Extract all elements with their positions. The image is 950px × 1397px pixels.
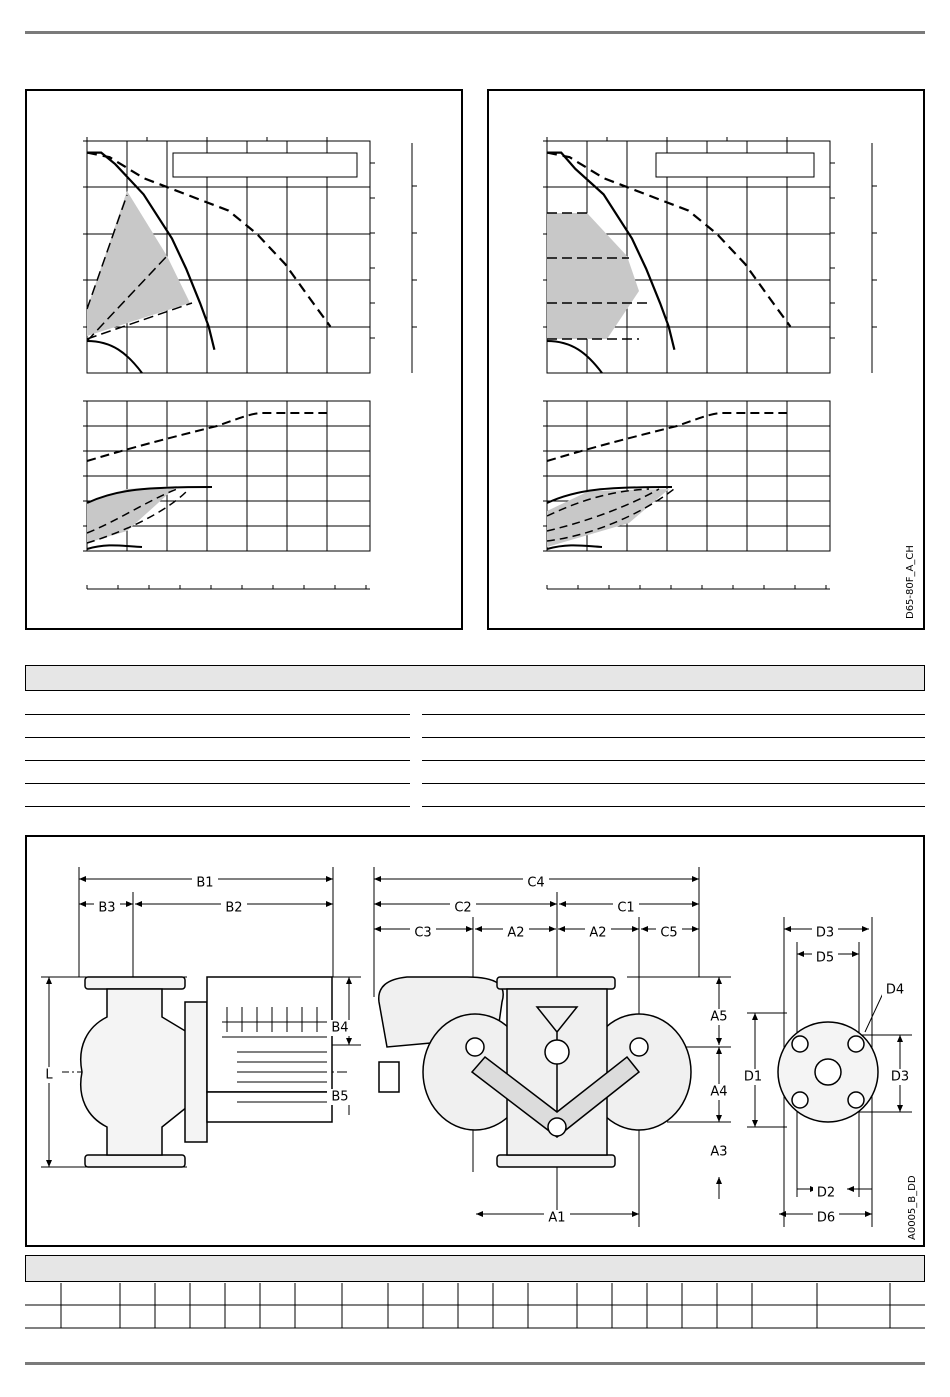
spec-row-line [422, 806, 925, 807]
spec-row-line [422, 783, 925, 784]
dimension-label-d5: D5 [815, 950, 835, 966]
performance-chart-right [487, 89, 925, 630]
dimension-label-d2: D2 [816, 1185, 836, 1201]
dimension-label-c4: C4 [527, 875, 545, 891]
spec-row-line [25, 806, 410, 807]
chart-legend-box-right [656, 153, 814, 177]
dimension-label-l: L [45, 1067, 53, 1083]
spec-row-line [25, 714, 410, 715]
dimension-label-b1: B1 [196, 875, 214, 891]
chart-left-svg [27, 91, 461, 628]
dimension-label-d3: D3 [815, 925, 835, 941]
chart-reference-code: D65-80F_A_CH [905, 545, 916, 619]
chart-right-svg [489, 91, 923, 628]
dimension-label-a3: A3 [710, 1144, 728, 1160]
dimension-label-a5: A5 [710, 1009, 728, 1025]
dimensions-table-grid [25, 1283, 925, 1329]
dimension-label-a1: A1 [548, 1210, 566, 1226]
dimension-label-b3: B3 [98, 900, 116, 916]
chart-legend-box [173, 153, 357, 177]
dimension-drawing-panel [25, 835, 925, 1247]
performance-chart-left [25, 89, 463, 630]
dimension-label-c2: C2 [454, 900, 472, 916]
dimension-label-a4: A4 [710, 1084, 728, 1100]
dimension-label-b2: B2 [225, 900, 243, 916]
dimension-label-c3: C3 [414, 925, 432, 941]
bottom-rule [25, 1362, 925, 1365]
spec-row-line [422, 714, 925, 715]
dimensions-table-header [25, 1255, 925, 1282]
spec-row-line [25, 783, 410, 784]
spec-row-line [422, 760, 925, 761]
dimension-label-d3: D3 [890, 1069, 910, 1085]
specs-header-bar [25, 665, 925, 691]
dimension-label-d4: D4 [885, 982, 905, 998]
dimension-label-c1: C1 [617, 900, 635, 916]
dimension-label-a2: A2 [507, 925, 525, 941]
spec-row-line [25, 760, 410, 761]
dimension-label-a2: A2 [589, 925, 607, 941]
spec-row-line [422, 737, 925, 738]
dimension-label-b5: B5 [331, 1089, 349, 1105]
dimension-label-d1: D1 [743, 1069, 763, 1085]
dimension-label-b4: B4 [331, 1020, 349, 1036]
dimension-label-c5: C5 [660, 925, 678, 941]
drawing-reference-code: A0005_B_DD [907, 1175, 918, 1240]
operating-area-right [547, 213, 639, 339]
spec-row-line [25, 737, 410, 738]
top-rule [25, 31, 925, 34]
dimension-drawing-svg [27, 837, 923, 1245]
dimension-label-d6: D6 [816, 1210, 836, 1226]
